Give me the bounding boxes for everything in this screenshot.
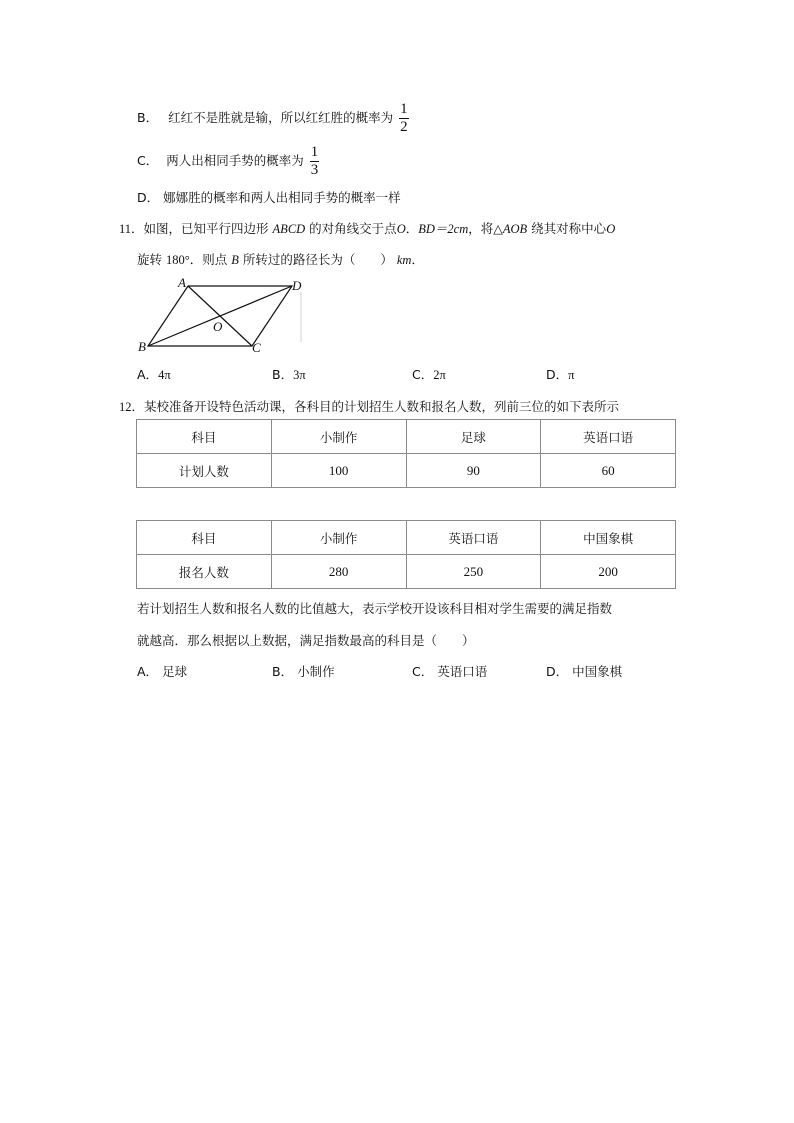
planned-enrollment-table — [136, 419, 676, 488]
table-cell: 科目 — [137, 521, 272, 555]
table-cell: 科目 — [137, 420, 272, 454]
table-cell: 250 — [406, 555, 541, 589]
table-cell: 100 — [271, 454, 406, 488]
q11-option-d[interactable]: D．π — [546, 367, 575, 382]
q11-stem-line1: 11．如图，已知平行四边形 ABCD 的对角线交于点O．BD＝2cm，将△AOB 绕其对称中心O — [119, 221, 616, 236]
table-row — [137, 555, 676, 589]
q10-option-d — [137, 188, 401, 206]
math-bd: BD＝2cm — [418, 222, 469, 236]
vertex-label-c: C — [252, 340, 261, 355]
fraction-one-half: $\frac{1}{2}$ — [400, 101, 408, 135]
table-cell: 足球 — [406, 420, 541, 454]
vertex-label-b: B — [138, 339, 146, 354]
diagonal-bd — [148, 286, 292, 346]
fraction-one-third: $\frac{1}{3}$ — [310, 144, 319, 178]
option-label: C． — [137, 153, 159, 168]
table-cell: 小制作 — [271, 420, 406, 454]
vertex-label-a: A — [178, 275, 186, 290]
q10-option-c — [137, 145, 319, 178]
table-header-row — [137, 521, 676, 555]
table-header-row — [137, 420, 676, 454]
q10-option-b — [137, 102, 409, 135]
table-cell: 200 — [541, 555, 676, 589]
option-label: D． — [137, 190, 160, 205]
q12-stem: 12．某校准备开设特色活动课，各科目的计划招生人数和报名人数，列前三位的如下表所示 — [119, 399, 620, 414]
question-number: 11． — [119, 222, 144, 236]
q12-option-d[interactable]: D． 中国象棋 — [546, 664, 623, 679]
q12-option-a[interactable]: A． 足球 — [137, 664, 188, 679]
q11-stem-line2: 旋转 180°．则点 B 所转过的路径长为（ ） km． — [137, 252, 424, 267]
q11-option-c[interactable]: C．2π — [412, 367, 446, 382]
option-label: B． — [137, 110, 159, 125]
q12-explanation-line1: 若计划招生人数和报名人数的比值越大，表示学校开设该科目相对学生需要的满足指数 — [137, 601, 613, 616]
parallelogram-figure — [130, 272, 315, 356]
question-number: 12． — [119, 400, 145, 414]
table-cell: 计划人数 — [137, 454, 272, 488]
table-cell: 中国象棋 — [541, 521, 676, 555]
table-row — [137, 454, 676, 488]
table-cell: 60 — [541, 454, 676, 488]
option-text: 红红不是胜就是输，所以红红胜的概率为 — [168, 110, 394, 125]
table-cell: 90 — [406, 454, 541, 488]
table-cell: 报名人数 — [137, 555, 272, 589]
table-cell: 小制作 — [271, 521, 406, 555]
center-label-o: O — [213, 319, 223, 334]
q12-explanation-line2: 就越高．那么根据以上数据，满足指数最高的科目是（ ） — [137, 633, 475, 648]
table-cell: 英语口语 — [406, 521, 541, 555]
q12-option-b[interactable]: B． 小制作 — [272, 664, 335, 679]
table-cell: 280 — [271, 555, 406, 589]
q12-option-c[interactable]: C． 英语口语 — [412, 664, 488, 679]
unit-km: km — [396, 253, 412, 267]
q11-option-a[interactable]: A．4π — [137, 367, 171, 382]
table-cell: 英语口语 — [541, 420, 676, 454]
option-text: 两人出相同手势的概率为 — [166, 153, 304, 168]
registration-table — [136, 520, 676, 589]
vertex-label-d: D — [292, 278, 302, 293]
option-text: 娜娜胜的概率和两人出相同手势的概率一样 — [163, 190, 401, 205]
q11-option-b[interactable]: B．3π — [272, 367, 306, 382]
math-abcd: ABCD — [272, 222, 306, 236]
math-angle: 180° — [166, 253, 190, 267]
